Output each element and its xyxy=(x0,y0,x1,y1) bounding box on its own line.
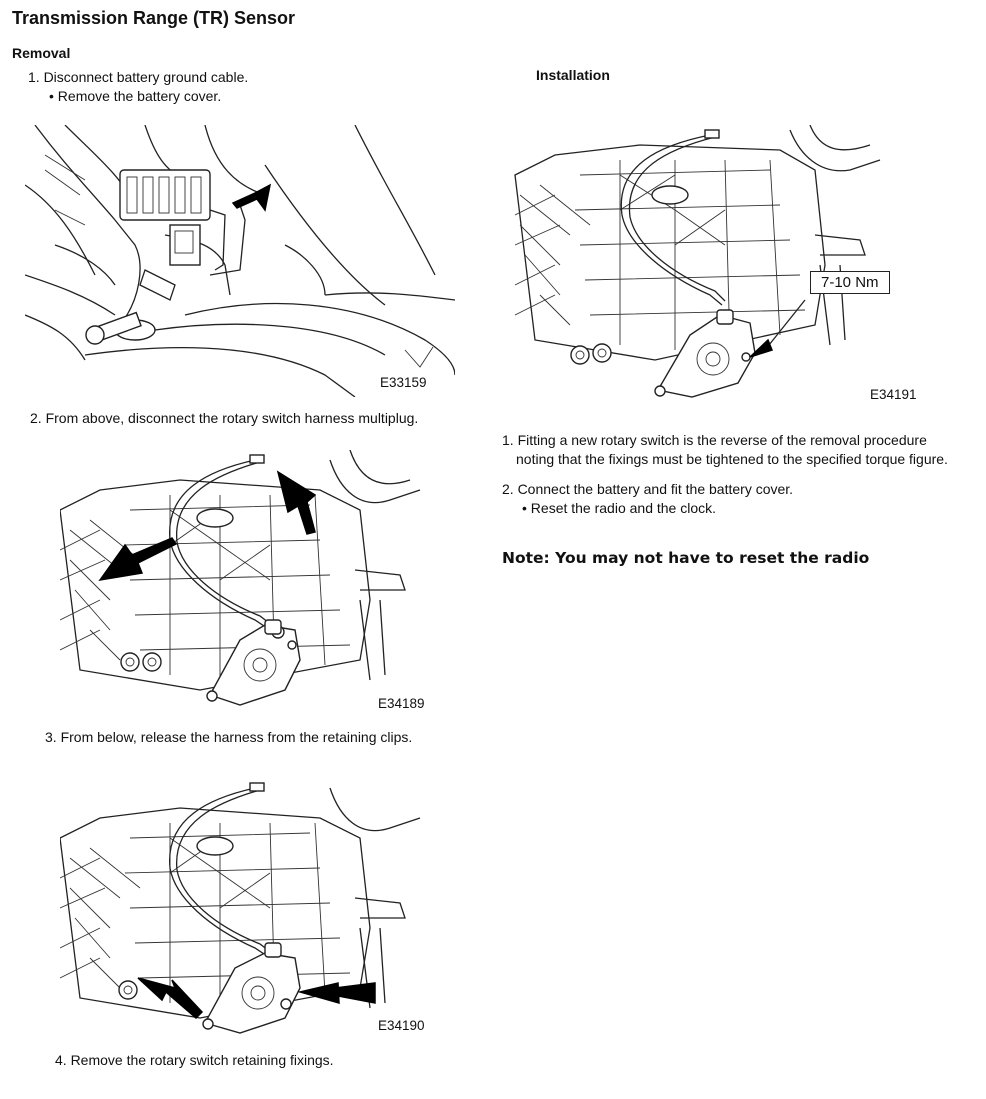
figure-multiplug-illustration xyxy=(25,125,455,397)
removal-step-2: 2. From above, disconnect the rotary switch harness multiplug. xyxy=(30,410,419,426)
figure-code-e34191: E34191 xyxy=(870,387,917,402)
figure-installation-illustration xyxy=(510,125,930,410)
installation-note: Note: You may not have to reset the radio xyxy=(502,549,870,567)
figure-code-e33159: E33159 xyxy=(380,375,427,390)
figure-code-e34189: E34189 xyxy=(378,696,425,711)
removal-step-3: 3. From below, release the harness from the retaining clips. xyxy=(45,729,413,745)
installation-step-1-line-1: 1. Fitting a new rotary switch is the reverse of the removal procedure xyxy=(502,432,927,448)
installation-step-2: 2. Connect the battery and fit the battery cover. xyxy=(502,481,794,497)
removal-step-1-sub: • Remove the battery cover. xyxy=(49,88,222,104)
figure-harness-illustration xyxy=(60,450,440,720)
figure-retaining-fixings-illustration xyxy=(60,778,440,1040)
page-title: Transmission Range (TR) Sensor xyxy=(12,8,296,28)
installation-step-1-line-2: noting that the fixings must be tightened to the specified torque figure. xyxy=(516,451,948,467)
removal-heading: Removal xyxy=(12,45,71,61)
torque-callout: 7-10 Nm xyxy=(810,271,890,294)
removal-step-4: 4. Remove the rotary switch retaining fixings. xyxy=(55,1052,334,1068)
figure-code-e34190: E34190 xyxy=(378,1018,425,1033)
installation-heading: Installation xyxy=(536,67,610,83)
removal-step-1: 1. Disconnect battery ground cable. xyxy=(28,69,249,85)
installation-step-2-sub: • Reset the radio and the clock. xyxy=(522,500,717,516)
